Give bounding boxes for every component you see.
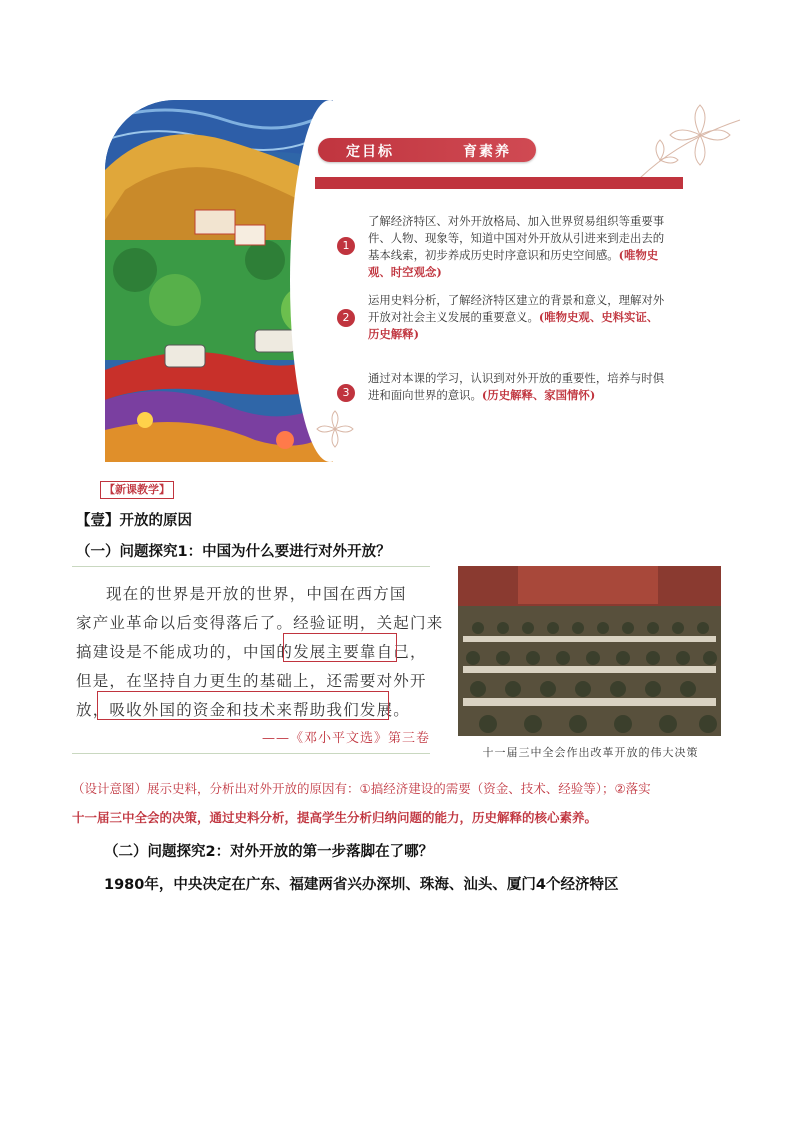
goal-banner (318, 138, 536, 162)
quote-line: 现在的世界是开放的世界，中国在西方国 (106, 585, 407, 603)
goal-left-label: 定目标 (346, 144, 394, 160)
flower-decoration-small (310, 404, 365, 454)
quote-text: 放， (76, 701, 110, 719)
quote-text: ， (410, 643, 427, 661)
quote-highlight-1: 发展主要靠自己 (293, 643, 411, 661)
goal-tag: (历史解释、家国情怀) (481, 388, 596, 402)
new-lesson-badge: 【新课教学】 (100, 481, 174, 499)
goal-tag: (唯物史观、史料实证、历史解释) (368, 310, 659, 341)
goal-item-2 (368, 292, 668, 343)
paragraph-text: 1980年，中央决定在广东、福建两省兴办深圳、珠海、汕头、厦门4个经济特区 (104, 877, 619, 893)
question-1: （一）问题探究1：中国为什么要进行对外开放？ (76, 544, 391, 560)
goal-text: 运用史料分析，了解经济特区建立的背景和意义，理解对外开放对社会主义发展的重要意义。 (368, 293, 665, 324)
quote-line: 家产业革命以后变得落后了。经验证明，关起门来 (76, 614, 444, 632)
meeting-photo (458, 566, 721, 736)
section-title: 【壹】开放的原因 (76, 513, 192, 529)
goal-text: 了解经济特区、对外开放格局、加入世界贸易组织等重要事件、人物、现象等，知道中国对外开放从引进来到走出去的基本线索，初步养成历史时序意识和历史空间感。 (368, 214, 665, 262)
goal-number-1: 1 (337, 237, 355, 255)
quote-source: ——《邓小平文选》第三卷 (262, 731, 431, 746)
goal-number-2: 2 (337, 309, 355, 327)
highlight-box-1 (283, 633, 397, 662)
quote-line: 但是，在坚持自力更生的基础上，还需要对外开 (76, 672, 427, 690)
design-intent-line-2: 十一届三中全会的决策，通过史料分析，提高学生分析归纳问题的能力，历史解释的核心素养。 (72, 810, 598, 825)
goal-item-1 (368, 213, 668, 281)
goal-number-3: 3 (337, 384, 355, 402)
goal-tag: (唯物史观、时空观念) (368, 248, 659, 279)
quote-highlight-2: 吸收外国的资金和技术来帮助我们发展。 (109, 701, 411, 719)
highlight-box-2 (97, 691, 389, 720)
header-red-band (315, 177, 683, 189)
flower-decoration (640, 100, 745, 180)
quote-text: 搞建设是不能成功的，中国的 (76, 643, 294, 661)
goal-right-label: 育素养 (463, 144, 511, 160)
photo-caption: 十一届三中全会作出改革开放的伟大决策 (482, 746, 699, 759)
question-2: （二）问题探究2：对外开放的第一步落脚在了哪？ (104, 844, 434, 860)
goal-item-3 (368, 370, 668, 404)
design-intent-line-1: （设计意图）展示史料，分析出对外开放的原因有：①搞经济建设的需要（资金、技术、经验等）；②落实 (72, 781, 651, 796)
goal-text: 通过对本课的学习，认识到对外开放的重要性，培养与时俱进和面向世界的意识。 (368, 371, 665, 402)
